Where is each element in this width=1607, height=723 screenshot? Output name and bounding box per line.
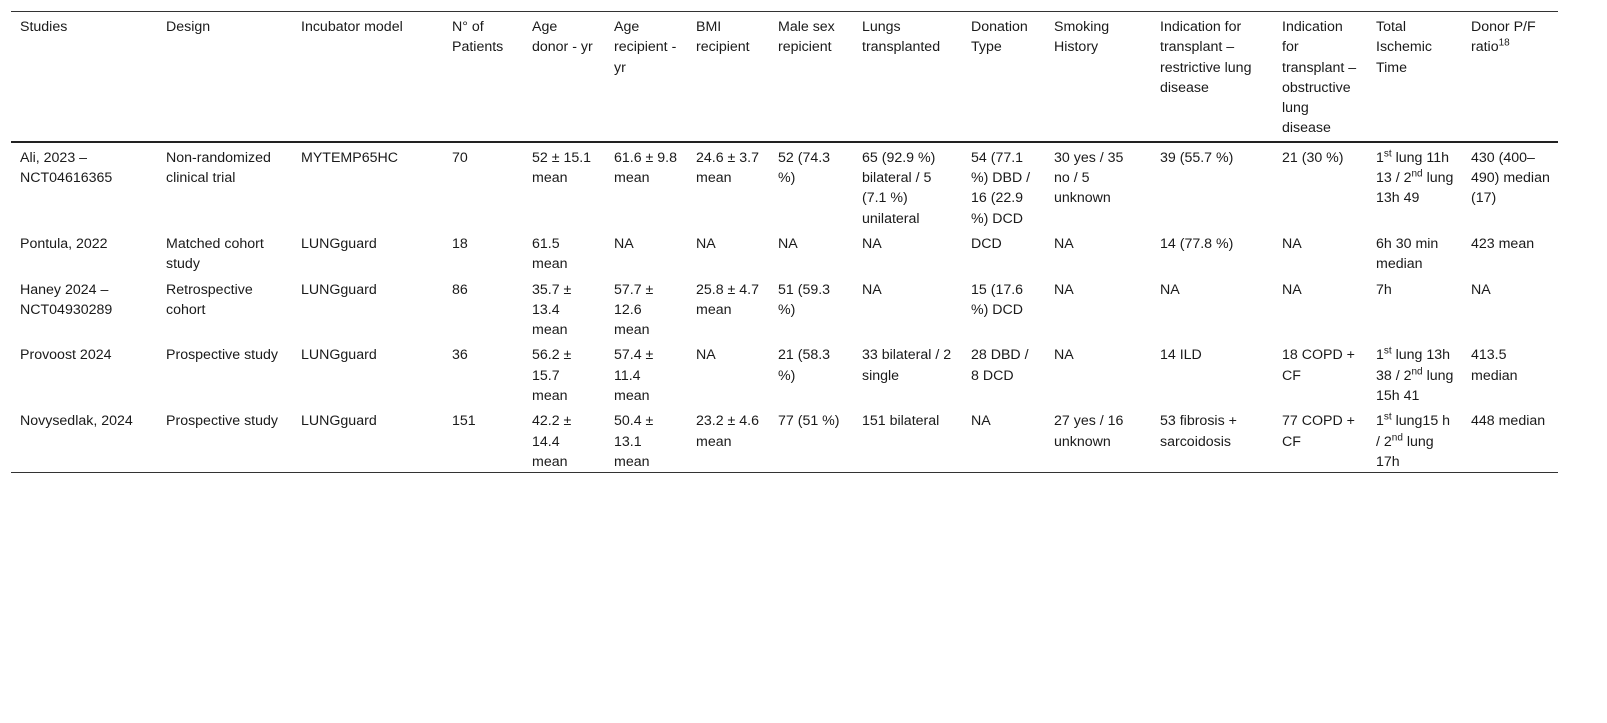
cell-donor-pf-ratio: 413.5 median bbox=[1471, 347, 1518, 384]
table-row bbox=[11, 340, 1558, 406]
cell-indication-obstructive: 18 COPD + CF bbox=[1282, 347, 1355, 384]
cell-indication-obstructive: NA bbox=[1282, 235, 1302, 252]
cell-donor-pf-ratio: NA bbox=[1471, 281, 1491, 298]
ordinal-suffix: st bbox=[1383, 148, 1392, 160]
cell-indication-restrictive: NA bbox=[1160, 281, 1180, 298]
ordinal-suffix: nd bbox=[1391, 431, 1403, 443]
cell-design: Prospective study bbox=[166, 347, 278, 364]
cell-n-patients: 70 bbox=[452, 149, 468, 166]
cell-total-ischemic-time bbox=[1367, 229, 1462, 275]
column-header-age-donor bbox=[523, 12, 605, 142]
cell-age-donor: 56.2 ± 15.7 mean bbox=[532, 347, 572, 405]
cell-indication-restrictive: 14 (77.8 %) bbox=[1160, 235, 1234, 252]
cell-donation-type: 28 DBD / 8 DCD bbox=[971, 347, 1029, 384]
cell-text: lung 17h bbox=[1376, 433, 1434, 470]
cell-text: 6h 30 min median bbox=[1376, 235, 1439, 273]
cell-bmi-recipient: 25.8 ± 4.7 mean bbox=[696, 281, 760, 318]
cell-donor-pf-ratio: 448 median bbox=[1471, 413, 1546, 430]
cell-lungs-transplanted: NA bbox=[862, 235, 882, 252]
cell-text: lung15 h / 2 bbox=[1376, 413, 1451, 450]
table-row bbox=[11, 406, 1558, 472]
cell-smoking-history: NA bbox=[1054, 347, 1074, 364]
cell-total-ischemic-time bbox=[1367, 340, 1462, 406]
cell-text: lung 13h 49 bbox=[1376, 170, 1454, 207]
cell-lungs-transplanted: NA bbox=[862, 281, 882, 298]
ordinal-suffix: st bbox=[1383, 345, 1392, 357]
cell-donation-type: 15 (17.6 %) DCD bbox=[971, 281, 1024, 318]
column-header-lungs-transplanted bbox=[853, 12, 962, 142]
ordinal-suffix: st bbox=[1383, 411, 1392, 423]
cell-studies: Ali, 2023 – NCT04616365 bbox=[20, 149, 113, 187]
cell-indication-obstructive: NA bbox=[1282, 281, 1302, 298]
column-header-label: Studies bbox=[20, 19, 68, 35]
cell-studies: Haney 2024 – NCT04930289 bbox=[20, 281, 113, 318]
cell-n-patients: 86 bbox=[452, 281, 468, 298]
column-header-footnote: 18 bbox=[1498, 37, 1510, 49]
cell-age-donor: 35.7 ± 13.4 mean bbox=[532, 281, 572, 339]
column-header-label: Lungs transplanted bbox=[862, 19, 941, 56]
cell-text: lung 15h 41 bbox=[1376, 367, 1454, 405]
column-header-n-patients bbox=[443, 12, 523, 142]
studies-comparison-table bbox=[11, 11, 1558, 473]
column-header-indication-restrictive bbox=[1151, 12, 1273, 142]
cell-text: lung 11h 13 / 2 bbox=[1376, 149, 1449, 187]
column-header-label: BMI recipient bbox=[696, 19, 750, 56]
cell-age-recipient: 50.4 ± 13.1 mean bbox=[614, 413, 654, 470]
column-header-donor-pf-ratio bbox=[1462, 12, 1558, 142]
column-header-design bbox=[157, 12, 292, 142]
cell-donation-type: NA bbox=[971, 413, 991, 430]
column-header-label: Indication for transplant – obstructive lung disease bbox=[1282, 19, 1357, 137]
column-header-total-ischemic-time bbox=[1367, 12, 1462, 142]
cell-bmi-recipient: NA bbox=[696, 235, 716, 252]
cell-indication-restrictive: 39 (55.7 %) bbox=[1160, 149, 1234, 166]
cell-bmi-recipient: NA bbox=[696, 347, 716, 364]
column-header-label: Indication for transplant – restrictive lung disease bbox=[1160, 19, 1252, 96]
cell-text: 1 bbox=[1376, 413, 1384, 430]
cell-age-recipient: 61.6 ± 9.8 mean bbox=[614, 149, 678, 187]
cell-age-donor: 61.5 mean bbox=[532, 235, 568, 273]
column-header-smoking-history bbox=[1045, 12, 1151, 142]
cell-design: Non-randomized clinical trial bbox=[166, 149, 271, 187]
cell-smoking-history: 27 yes / 16 unknown bbox=[1054, 413, 1124, 450]
column-header-label: N° of Patients bbox=[452, 19, 504, 56]
cell-n-patients: 36 bbox=[452, 347, 468, 364]
cell-studies: Novysedlak, 2024 bbox=[20, 413, 133, 430]
cell-donor-pf-ratio: 423 mean bbox=[1471, 235, 1535, 252]
cell-incubator-model: LUNGguard bbox=[301, 347, 377, 364]
column-header-age-recipient bbox=[605, 12, 687, 142]
column-header-indication-obstructive bbox=[1273, 12, 1367, 142]
column-header-label: Age recipient - yr bbox=[614, 19, 677, 76]
cell-smoking-history: NA bbox=[1054, 235, 1074, 252]
column-header-label: Donation Type bbox=[971, 19, 1028, 56]
cell-n-patients: 18 bbox=[452, 235, 468, 252]
column-header-studies bbox=[11, 12, 157, 142]
cell-bmi-recipient: 24.6 ± 3.7 mean bbox=[696, 149, 760, 187]
column-header-label: Male sex repicient bbox=[778, 19, 835, 56]
table-row bbox=[11, 275, 1558, 341]
column-header-bmi-recipient bbox=[687, 12, 769, 142]
cell-age-donor: 52 ± 15.1 mean bbox=[532, 149, 592, 187]
cell-design: Prospective study bbox=[166, 413, 278, 430]
cell-total-ischemic-time bbox=[1367, 142, 1462, 229]
column-header-incubator-model bbox=[292, 12, 443, 142]
cell-total-ischemic-time bbox=[1367, 406, 1462, 472]
cell-design: Matched cohort study bbox=[166, 235, 264, 273]
cell-male-sex: 77 (51 %) bbox=[778, 413, 840, 430]
column-header-label: Age donor - yr bbox=[532, 19, 593, 56]
table-row bbox=[11, 142, 1558, 229]
column-header-label: Smoking History bbox=[1054, 19, 1110, 56]
cell-donor-pf-ratio: 430 (400–490) median (17) bbox=[1471, 149, 1550, 207]
cell-male-sex: NA bbox=[778, 235, 798, 252]
column-header-donation-type bbox=[962, 12, 1045, 142]
cell-text: 1 bbox=[1376, 347, 1384, 364]
cell-text: lung 13h 38 / 2 bbox=[1376, 347, 1451, 384]
cell-indication-restrictive: 53 fibrosis + sarcoidosis bbox=[1160, 413, 1237, 450]
cell-smoking-history: NA bbox=[1054, 281, 1074, 298]
cell-donation-type: 54 (77.1 %) DBD / 16 (22.9 %) DCD bbox=[971, 149, 1031, 227]
column-header-male-sex bbox=[769, 12, 853, 142]
cell-donation-type: DCD bbox=[971, 235, 1002, 252]
cell-bmi-recipient: 23.2 ± 4.6 mean bbox=[696, 413, 760, 450]
cell-lungs-transplanted: 151 bilateral bbox=[862, 413, 940, 430]
cell-incubator-model: LUNGguard bbox=[301, 281, 377, 298]
cell-total-ischemic-time bbox=[1367, 275, 1462, 341]
cell-age-recipient: NA bbox=[614, 235, 634, 252]
cell-male-sex: 21 (58.3 %) bbox=[778, 347, 831, 384]
cell-text: 7h bbox=[1376, 281, 1392, 298]
column-header-label: Total Ischemic Time bbox=[1376, 19, 1432, 76]
cell-lungs-transplanted: 33 bilateral / 2 single bbox=[862, 347, 952, 384]
column-header-label: Donor P/F ratio bbox=[1471, 19, 1536, 56]
cell-indication-obstructive: 21 (30 %) bbox=[1282, 149, 1344, 166]
cell-studies: Pontula, 2022 bbox=[20, 235, 108, 252]
column-header-label: Incubator model bbox=[301, 19, 403, 35]
table-row bbox=[11, 229, 1558, 275]
cell-design: Retrospective cohort bbox=[166, 281, 253, 318]
cell-male-sex: 51 (59.3 %) bbox=[778, 281, 831, 318]
ordinal-suffix: nd bbox=[1411, 366, 1423, 378]
cell-incubator-model: LUNGguard bbox=[301, 235, 377, 252]
cell-smoking-history: 30 yes / 35 no / 5 unknown bbox=[1054, 149, 1124, 207]
cell-indication-obstructive: 77 COPD + CF bbox=[1282, 413, 1355, 450]
cell-n-patients: 151 bbox=[452, 413, 476, 430]
cell-age-donor: 42.2 ± 14.4 mean bbox=[532, 413, 572, 470]
cell-incubator-model: MYTEMP65HC bbox=[301, 149, 398, 166]
column-header-label: Design bbox=[166, 19, 211, 35]
cell-indication-restrictive: 14 ILD bbox=[1160, 347, 1202, 364]
cell-male-sex: 52 (74.3 %) bbox=[778, 149, 831, 187]
cell-lungs-transplanted: 65 (92.9 %) bilateral / 5 (7.1 %) unilateral bbox=[862, 149, 936, 227]
cell-studies: Provoost 2024 bbox=[20, 347, 112, 364]
ordinal-suffix: nd bbox=[1411, 168, 1423, 180]
cell-incubator-model: LUNGguard bbox=[301, 413, 377, 430]
table-header-row bbox=[11, 12, 1558, 142]
cell-text: 1 bbox=[1376, 149, 1384, 166]
cell-age-recipient: 57.4 ± 11.4 mean bbox=[614, 347, 654, 405]
cell-age-recipient: 57.7 ± 12.6 mean bbox=[614, 281, 654, 339]
